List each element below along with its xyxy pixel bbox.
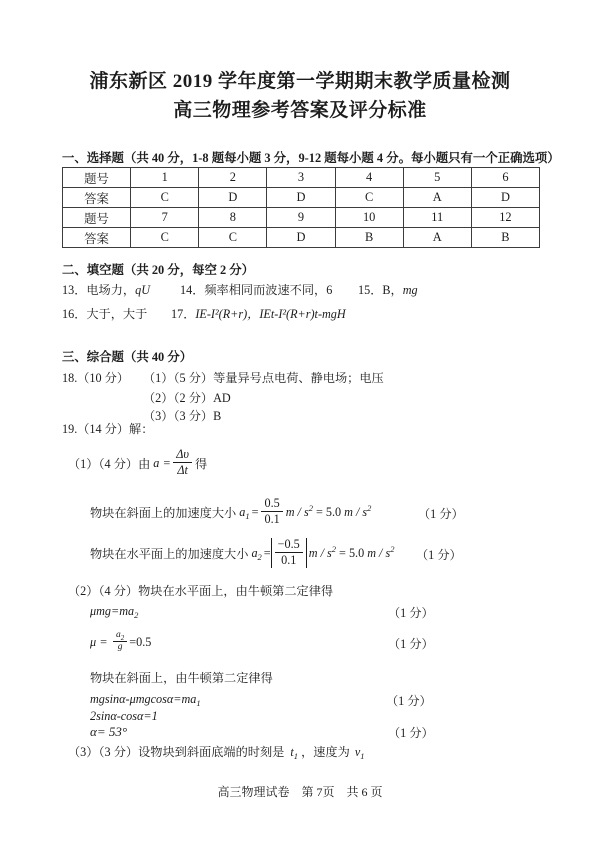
q19-part3-mid: ，速度为: [301, 745, 350, 759]
table-label-cell: 答案: [63, 228, 131, 248]
section2-line1: [62, 281, 418, 298]
table-cell: 5: [403, 168, 471, 188]
fraction-numerator: Δυ: [176, 447, 189, 462]
table-cell: 2: [199, 168, 267, 188]
item13-number: 13．: [62, 283, 87, 297]
item13-text: 电场力，: [86, 283, 136, 297]
table-cell: D: [267, 228, 335, 248]
q18-part2: （2）（2 分）AD: [143, 391, 231, 405]
a1-result-eq: = 5.0: [315, 504, 342, 519]
q19-f5-line: [90, 724, 127, 740]
absolute-value-bars: [271, 538, 307, 568]
item17-number: 17．: [171, 307, 196, 321]
item15-number: 15．: [358, 283, 383, 297]
table-cell: 8: [199, 208, 267, 228]
table-cell: 10: [335, 208, 403, 228]
equals-sign: =: [163, 455, 171, 470]
item-16: 16．大于，大于: [62, 307, 148, 321]
table-label-cell: 题号: [63, 208, 131, 228]
page-footer: 高三物理试卷 第 7页 共 6 页: [217, 785, 383, 799]
item-15: [358, 281, 418, 298]
q19-a1-line: [90, 491, 371, 533]
table-cell: D: [199, 188, 267, 208]
item-17: [171, 305, 346, 322]
fraction-a1: [261, 497, 282, 527]
fraction-dv-dt: [173, 448, 192, 478]
f1-math: $\mu mg=ma_2$: [90, 604, 139, 620]
q19-f1-line: [90, 604, 138, 619]
item17-math: IE-I²(R+r)，IEt-I²(R+r)t-mgH: [195, 307, 346, 321]
q19-number: 19.（14 分）解：: [62, 422, 154, 436]
page-title: 浦东新区 2019 学年度第一学期期末教学质量检测: [89, 71, 511, 92]
q19-part1-line: [68, 442, 207, 484]
item-14: [180, 281, 358, 298]
q19-part2-lead: （2）（4 分）物块在水平面上，由牛顿第二定律得: [68, 584, 334, 598]
equals-sign: =: [251, 504, 259, 519]
table-cell: C: [335, 188, 403, 208]
equals-sign: =: [263, 545, 271, 560]
f1-score: （1 分）: [388, 606, 434, 620]
a2-unit2: m / $s^2$: [367, 543, 395, 560]
item-13: [62, 281, 180, 298]
table-cell: 4: [335, 168, 403, 188]
section3-heading: 三、综合题（共 40 分）: [62, 350, 193, 364]
q18-part1: （1）（5 分）等量异号点电荷、静电场；电压: [143, 371, 384, 385]
a1-score: （1 分）: [418, 507, 464, 521]
table-cell: 12: [471, 208, 539, 228]
table-cell: A: [403, 228, 471, 248]
fraction-a2-over-g: [113, 630, 127, 654]
a2-label: 物块在水平面上的加速度大小: [90, 546, 249, 561]
q19-a2-line: [90, 532, 394, 574]
part3-t: $t_1$: [290, 745, 299, 761]
table-cell: 11: [403, 208, 471, 228]
section2-line2: [62, 305, 346, 322]
q19-part1-var: a: [153, 455, 160, 470]
table-row: [63, 208, 540, 228]
f3-score: （1 分）: [386, 694, 432, 708]
f2-var: μ: [90, 634, 97, 649]
q18-part3: （3）（3 分）B: [143, 409, 222, 423]
answer-table: [62, 167, 540, 248]
table-row: [63, 168, 540, 188]
fraction-denominator: 0.1: [261, 511, 282, 527]
table-cell: D: [267, 188, 335, 208]
q18-line: [62, 369, 384, 386]
fraction-denominator: Δt: [173, 462, 192, 478]
f3-math: mgsinα-$\mu mgcos\alpha=ma_1$: [90, 692, 201, 708]
table-cell: D: [471, 188, 539, 208]
table-row: [63, 228, 540, 248]
q19-part3-lead: （3）（3 分）设物块到斜面底端的时刻是: [68, 745, 285, 759]
fraction-denominator: 0.1: [275, 552, 303, 568]
table-cell: 6: [471, 168, 539, 188]
q19-part2-mid: 物块在斜面上，由牛顿第二定律得: [90, 671, 273, 685]
fraction-denominator: g: [113, 641, 127, 654]
f5-score: （1 分）: [388, 726, 434, 740]
table-cell: C: [199, 228, 267, 248]
table-row: [63, 188, 540, 208]
table-cell: A: [403, 188, 471, 208]
item14-number: 14．: [180, 283, 205, 297]
fraction-numerator: 0.5: [264, 496, 280, 511]
q19-f3-line: [90, 692, 201, 707]
q19-f2-line: [90, 627, 151, 657]
table-cell: B: [471, 228, 539, 248]
item13-math: qU: [135, 283, 151, 297]
a1-unit: m / $s^2$: [285, 502, 313, 519]
a2-var: $a_2$: [251, 545, 262, 562]
table-label-cell: 题号: [63, 168, 131, 188]
a2-result-eq: = 5.0: [339, 545, 365, 560]
a1-var: $a_1$: [239, 504, 250, 521]
table-label-cell: 答案: [63, 188, 131, 208]
table-cell: C: [131, 228, 199, 248]
fraction-numerator: $a_2$: [116, 630, 125, 643]
fraction-a2: [275, 538, 303, 568]
q19-part3-line: [68, 745, 365, 760]
table-cell: 9: [267, 208, 335, 228]
table-cell: 7: [131, 208, 199, 228]
fraction-numerator: −0.5: [277, 537, 300, 552]
a1-label: 物块在斜面上的加速度大小: [90, 505, 237, 520]
a2-score: （1 分）: [416, 548, 462, 562]
part3-v: $v_1$: [354, 745, 365, 761]
item14-text: 频率相同而波速不同，6: [204, 283, 333, 297]
q19-part1-tail: 得: [194, 456, 208, 471]
q19-f4-line: [90, 709, 158, 724]
equals-sign: =: [100, 634, 107, 649]
table-cell: 1: [131, 168, 199, 188]
page-subtitle: 高三物理参考答案及评分标准: [173, 100, 427, 121]
a2-unit: m / $s^2$: [308, 543, 337, 560]
a1-unit2: m / $s^2$: [344, 502, 372, 519]
table-cell: C: [131, 188, 199, 208]
q19-part1-lead: （1）（4 分）由: [68, 456, 151, 471]
item15-math: mg: [402, 283, 418, 297]
section2-heading: 二、填空题（共 20 分，每空 2 分）: [62, 263, 255, 277]
f2-result: =0.5: [129, 634, 152, 649]
table-cell: B: [335, 228, 403, 248]
table-cell: 3: [267, 168, 335, 188]
f2-score: （1 分）: [388, 637, 434, 651]
f4-math: 2sinα-cosα=1: [90, 709, 158, 723]
section1-heading: 一、选择题（共 40 分，1-8 题每小题 3 分，9-12 题每小题 4 分。每小题只有一个正确选项）: [62, 151, 560, 165]
f5-math: α= 53°: [90, 724, 128, 739]
item15-text: B，: [382, 283, 403, 297]
q18-number: 18.（10 分）: [62, 371, 130, 385]
